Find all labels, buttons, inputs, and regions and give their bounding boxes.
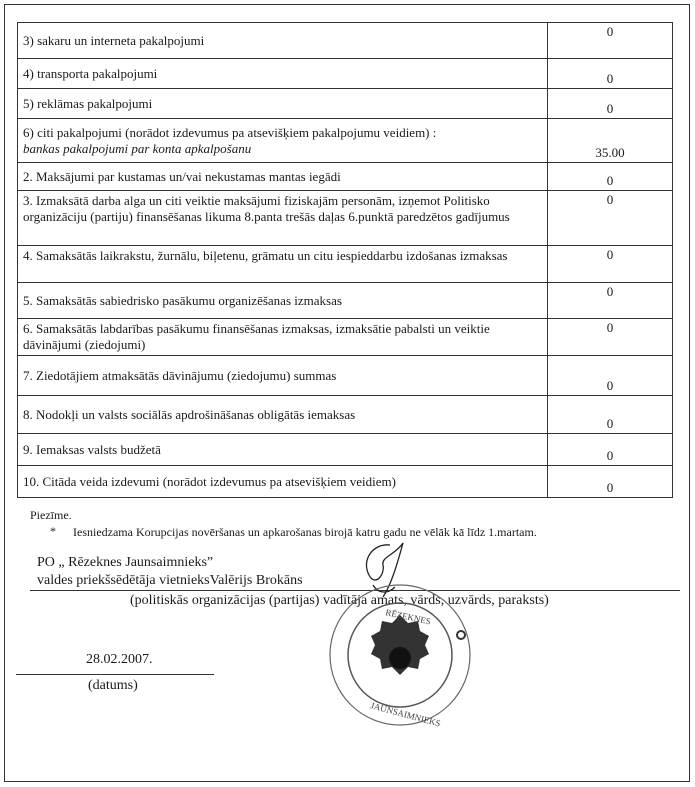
note-text: Iesniedzama Korupcijas novēršanas un apkarošanas birojā katru gadu ne vēlāk kā līdz 1.martam. [73, 525, 537, 539]
row-label: 5) reklāmas pakalpojumi [18, 89, 548, 119]
row-label: 3) sakaru un interneta pakalpojumi [18, 23, 548, 59]
date-value: 28.02.2007. [86, 652, 153, 667]
stamp-image [325, 580, 475, 730]
table-row [18, 434, 673, 466]
table-row [18, 466, 673, 498]
row-value: 0 [606, 247, 614, 262]
row-label: 4. Samaksātās laikrakstu, žurnālu, biļetenu, grāmatu un citu iespieddarbu izdošanas izmaksas [18, 246, 548, 283]
row-value: 0 [606, 192, 614, 207]
row-value: 0 [606, 24, 614, 39]
table-row [18, 319, 673, 356]
date-caption: (datums) [88, 678, 138, 693]
row-value: 0 [606, 448, 614, 463]
row-value: 0 [606, 173, 614, 188]
row-label: 10. Citāda veida izdevumi (norādot izdevumus pa atsevišķiem veidiem) [18, 466, 548, 498]
note-bullet: * [50, 524, 56, 538]
table-row [18, 23, 673, 59]
row-label: 5. Samaksātās sabiedrisko pasākumu organizēšanas izmaksas [18, 283, 548, 319]
svg-text:JAUNSAIMNIEKS: JAUNSAIMNIEKS [369, 700, 442, 729]
table-row [18, 163, 673, 191]
table-row [18, 191, 673, 246]
table-row [18, 246, 673, 283]
row-label: 9. Iemaksas valsts budžetā [18, 434, 548, 466]
table-row [18, 396, 673, 434]
row-label: 6. Samaksātās labdarības pasākumu finansēšanas izmaksas, izmaksātie pabalsti un veiktie dāvinājumi (ziedojumi) [18, 319, 548, 356]
row-value: 0 [606, 284, 614, 299]
expenses-table [17, 22, 673, 498]
row-sublabel: bankas pakalpojumi par konta apkalpošanu [23, 140, 252, 156]
row-value: 0 [606, 378, 614, 393]
note-title: Piezīme. [30, 508, 72, 522]
svg-text:RĒZEKNES: RĒZEKNES [384, 607, 432, 627]
signatory-caption: (politiskās organizācijas (partijas) vadītāja amats, vārds, uzvārds, paraksts) [130, 593, 549, 608]
signatory-org: PO „ Rēzeknes Jaunsaimnieks” [37, 555, 214, 570]
row-label: 8. Nodokļi un valsts sociālās apdrošināšanas obligātās iemaksas [18, 396, 548, 434]
signatory-person: valdes priekšsēdētāja vietnieksValērijs Brokāns [37, 573, 303, 588]
row-value: 35.00 [595, 145, 625, 160]
row-label: 7. Ziedotājiem atmaksātās dāvinājumu (ziedojumu) summas [18, 356, 548, 396]
table-row [18, 89, 673, 119]
row-value: 0 [606, 480, 614, 495]
date-line [16, 674, 214, 675]
row-value: 0 [606, 416, 614, 431]
row-label: 2. Maksājumi par kustamas un/vai nekustamas mantas iegādi [18, 163, 548, 191]
row-value: 0 [606, 101, 614, 116]
row-label: 4) transporta pakalpojumi [18, 59, 548, 89]
table-row [18, 356, 673, 396]
row-value: 0 [606, 71, 614, 86]
row-value: 0 [606, 320, 614, 335]
row-label: 6) citi pakalpojumi (norādot izdevumus pa atsevišķiem pakalpojumu veidiem) : [23, 124, 437, 140]
table-row [18, 59, 673, 89]
table-row [18, 283, 673, 319]
table-row [18, 119, 673, 163]
row-label: 3. Izmaksātā darba alga un citi veiktie maksājumi fiziskajām personām, izņemot Politisko organizāciju (partiju) finansēšanas likuma 8.panta trešās daļas 6.punktā paredzētos gadījumus [18, 191, 548, 246]
